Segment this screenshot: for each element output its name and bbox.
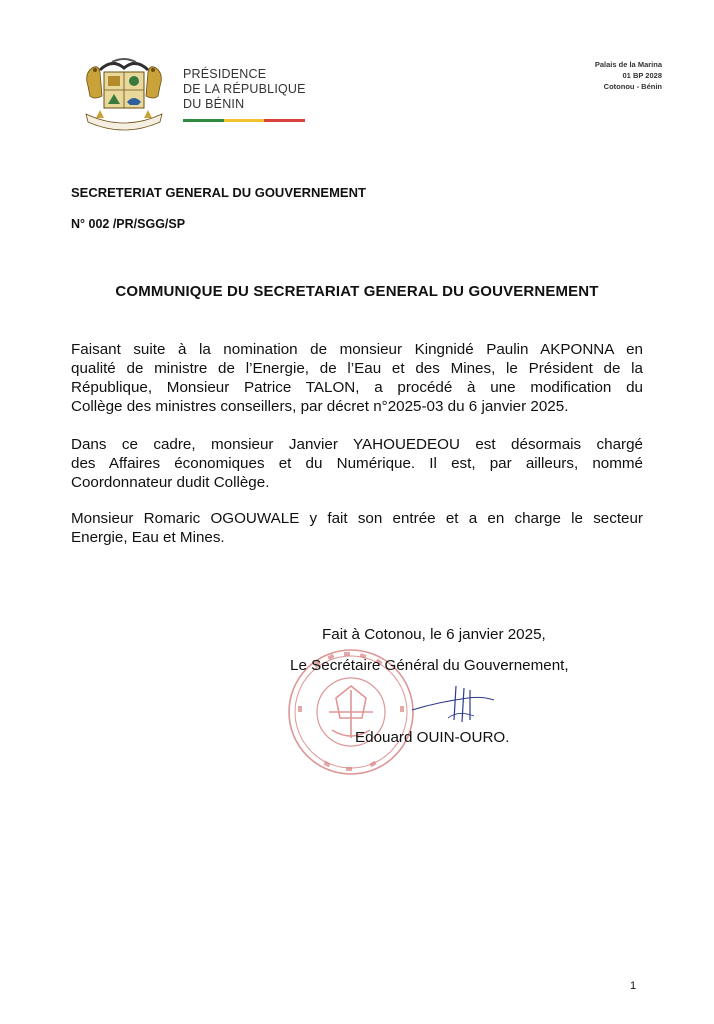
paragraph-line: des Affaires économiques et du Numérique. Il est, par ailleurs, nommé [71,455,643,472]
handwritten-signature [408,680,498,728]
paragraph-line: République, Monsieur Patrice TALON, a procédé à une modification du [71,379,643,396]
flag-green-stripe [183,119,224,122]
paragraph-line: Coordonnateur dudit Collège. [71,474,270,491]
communique-title: COMMUNIQUE DU SECRETARIAT GENERAL DU GOUVERNEMENT [115,283,599,300]
coat-of-arms-logo [82,56,166,136]
flag-tricolor-bar [183,119,305,122]
paragraph-line: Faisant suite à la nomination de monsieur Kingnidé Paulin AKPONNA en [71,341,643,358]
paragraph-line: Dans ce cadre, monsieur Janvier YAHOUEDEOU est désormais chargé [71,436,643,453]
flag-yellow-stripe [224,119,265,122]
reference-number: N° 002 /PR/SGG/SP [71,217,186,231]
signatory-name: Edouard OUIN-OURO. [355,729,510,746]
presidency-line-3: DU BÉNIN [183,97,245,111]
paragraph-1 [71,340,643,416]
paragraph-line: qualité de ministre de l’Energie, de l’Eau et des Mines, le Président de la [71,360,643,377]
address-line-3: Cotonou - Bénin [603,82,662,91]
page-number: 1 [630,980,637,992]
office-heading: SECRETERIAT GENERAL DU GOUVERNEMENT [71,185,366,200]
paragraph-2 [71,435,643,492]
presidency-line-1: PRÉSIDENCE [183,67,267,81]
address-line-1: Palais de la Marina [594,60,662,69]
paragraph-line: Energie, Eau et Mines. [71,529,225,546]
flag-red-stripe [264,119,305,122]
address-line-2: 01 BP 2028 [622,71,662,80]
signatory-role: Le Secrétaire Général du Gouvernement, [290,657,569,674]
paragraph-line: Monsieur Romaric OGOUWALE y fait son entrée et a en charge le secteur [71,510,643,527]
paragraph-3 [71,509,643,547]
paragraph-line: Collège des ministres conseillers, par décret n°2025-03 du 6 janvier 2025. [71,398,569,415]
signature-date-line: Fait à Cotonou, le 6 janvier 2025, [322,626,546,643]
presidency-line-2: DE LA RÉPUBLIQUE [183,82,306,96]
